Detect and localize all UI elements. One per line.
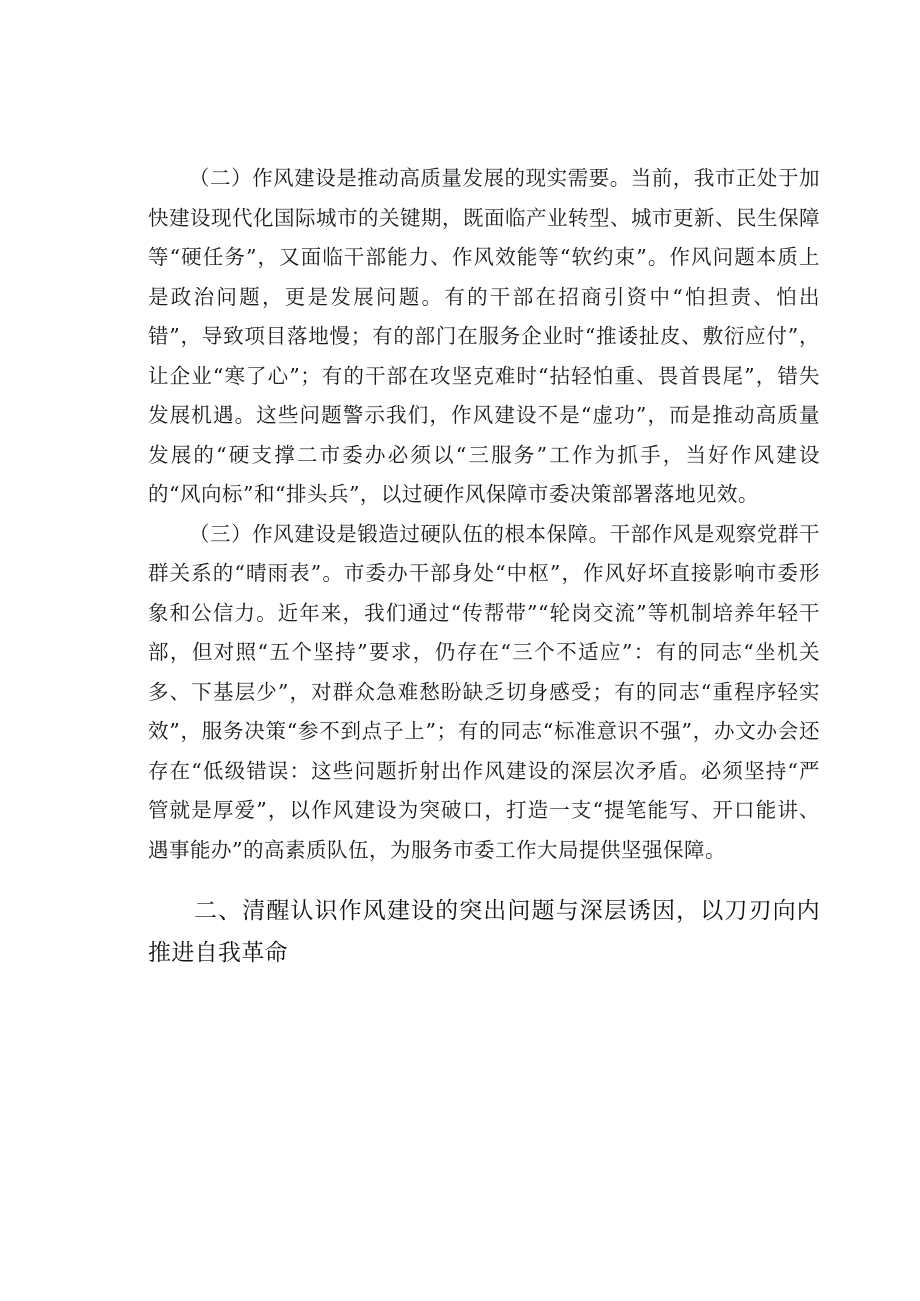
document-body [148, 159, 820, 974]
paragraph-section-3: （三）作风建设是锻造过硬队伍的根本保障。干部作风是观察党群干群关系的“晴雨表”。市委办干部身处“中枢”，作风好坏直接影响市委形象和公信力。近年来，我们通过“传帮带”“轮岗交流”等机制培养年轻干部，但对照“五个坚持”要求，仍存在“三个不适应”：有的同志“坐机关多、下基层少”，对群众急难愁盼缺乏切身感受；有的同志“重程序轻实效”，服务决策“参不到点子上”；有的同志“标准意识不强”，办文办会还存在“低级错误：这些问题折射出作风建设的深层次矛盾。必须坚持“严管就是厚爱”，以作风建设为突破口，打造一支“提笔能写、开口能讲、遇事能办”的高素质队伍，为服务市委工作大局提供坚强保障。 [148, 521, 820, 862]
paragraph-section-2: （二）作风建设是推动高质量发展的现实需要。当前，我市正处于加快建设现代化国际城市的关键期，既面临产业转型、城市更新、民生保障等“硬任务”，又面临干部能力、作风效能等“软约束”。作风问题本质上是政治问题，更是发展问题。有的干部在招商引资中“怕担责、怕出错”，导致项目落地慢；有的部门在服务企业时“推诿扯皮、敷衍应付”，让企业“寒了心”；有的干部在攻坚克难时“拈轻怕重、畏首畏尾”，错失发展机遇。这些问题警示我们，作风建设不是“虚功”，而是推动高质量发展的“硬支撑二市委办必须以“三服务”工作为抓手，当好作风建设的“风向标”和“排头兵”，以过硬作风保障市委决策部署落地见效。 [148, 166, 820, 506]
section-heading: 二、清醒认识作风建设的突出问题与深层诱因，以刀刃向内推进自我革命 [148, 898, 820, 966]
